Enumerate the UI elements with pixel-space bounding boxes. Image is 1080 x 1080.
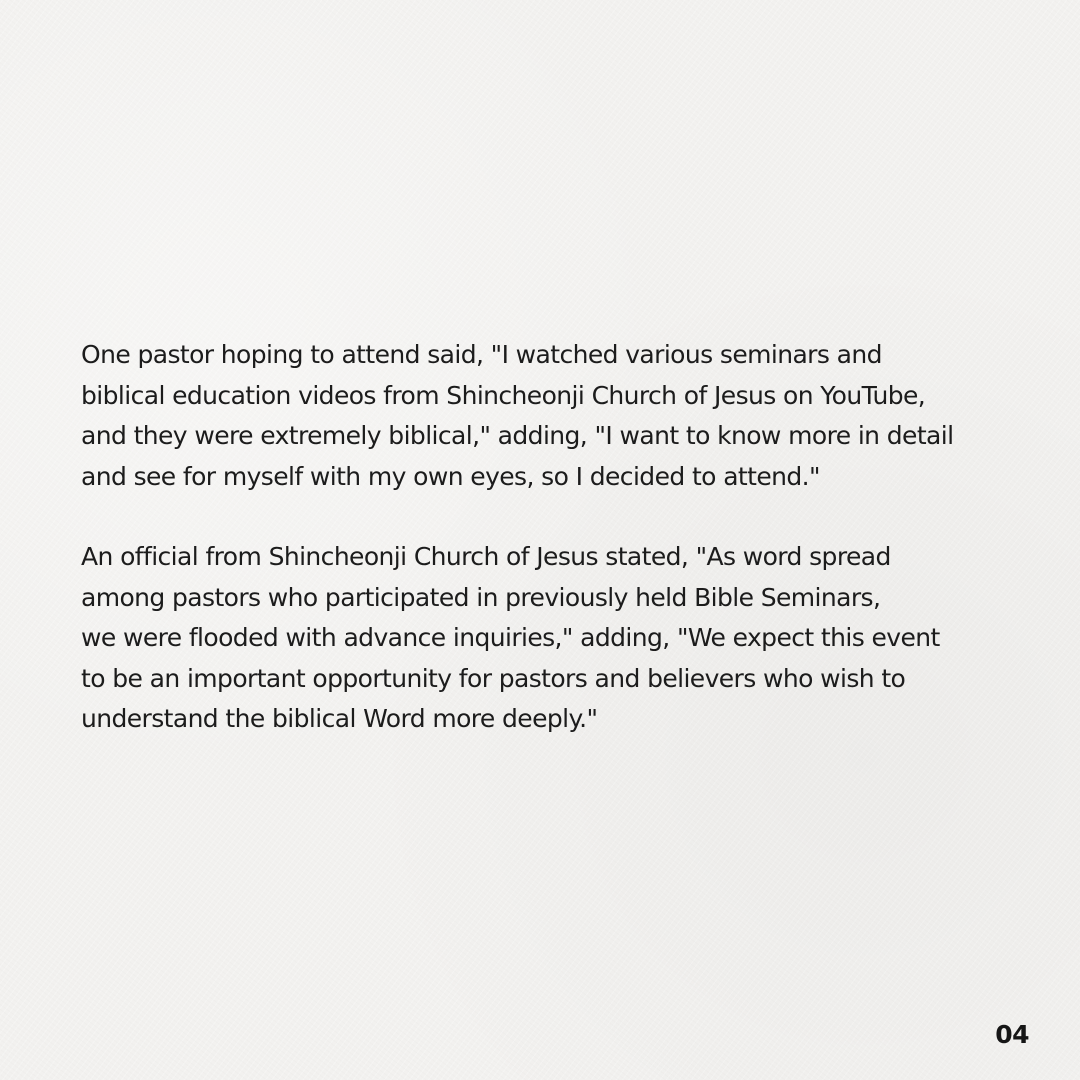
article-body [81, 335, 1021, 740]
page-number: 04 [995, 1020, 1029, 1049]
paragraph-official-statement [81, 537, 1021, 740]
text-line: to be an important opportunity for pastors and believers who wish to [81, 663, 906, 693]
text-line: An official from Shincheonji Church of Jesus stated, "As word spread [81, 542, 891, 571]
text-line: and see for myself with my own eyes, so I decided to attend." [81, 461, 820, 491]
text-line: we were flooded with advance inquiries," adding, "We expect this event [81, 623, 940, 652]
paragraph-pastor-quote [81, 335, 1021, 497]
text-line: understand the biblical Word more deeply." [81, 704, 598, 733]
text-line: among pastors who participated in previously held Bible Seminars, [81, 582, 881, 612]
text-line: One pastor hoping to attend said, "I watched various seminars and [81, 340, 882, 369]
text-line: biblical education videos from Shincheonji Church of Jesus on YouTube, [81, 380, 926, 410]
text-line: and they were extremely biblical," adding, "I want to know more in detail [81, 421, 954, 450]
